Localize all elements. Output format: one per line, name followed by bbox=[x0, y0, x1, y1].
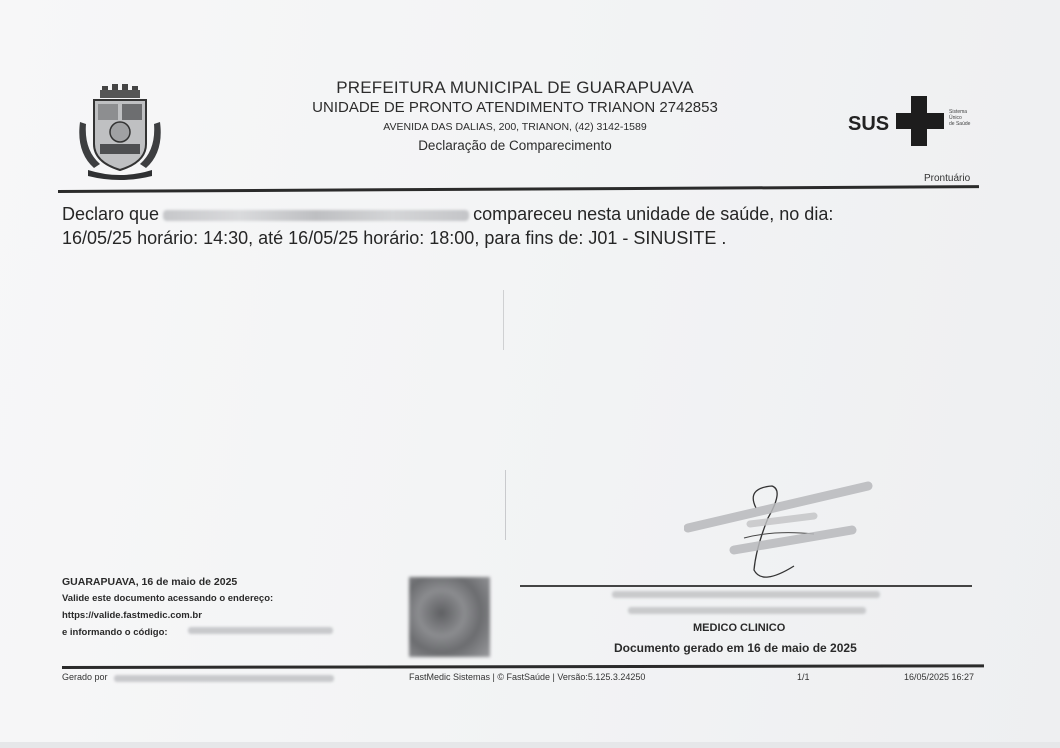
prontuario-label: Prontuário bbox=[924, 173, 971, 184]
document-generated-date: Documento gerado em 16 de maio de 2025 bbox=[614, 641, 857, 655]
paper-fold bbox=[505, 470, 506, 540]
signature-line bbox=[520, 585, 972, 587]
sus-subtitle: Sistema Único de Saúde bbox=[949, 109, 971, 127]
address-line: AVENIDA DAS DALIAS, 200, TRIANON, (42) 3142-1589 bbox=[383, 121, 647, 133]
footer-divider bbox=[62, 664, 984, 669]
paper-fold bbox=[503, 290, 504, 350]
document-type: Declaração de Comparecimento bbox=[418, 138, 612, 153]
generated-timestamp: 16/05/2025 16:27 bbox=[904, 672, 975, 682]
sus-logo-text: SUS bbox=[848, 113, 890, 135]
validation-code-label: e informando o código: bbox=[62, 627, 168, 638]
compareceu-text: compareceu nesta unidade de saúde, no dia: bbox=[473, 204, 834, 224]
declaro-text: Declaro que bbox=[62, 204, 160, 224]
sus-logo bbox=[848, 95, 983, 150]
coat-of-arms-icon bbox=[74, 82, 166, 182]
doctor-role: MEDICO CLINICO bbox=[693, 622, 786, 634]
redacted-patient-name bbox=[163, 210, 469, 221]
redacted-qr-code bbox=[409, 577, 490, 657]
redacted-doctor-name bbox=[612, 591, 880, 598]
redacted-validation-code bbox=[188, 627, 333, 634]
redacted-doctor-crm bbox=[628, 607, 866, 614]
header-divider bbox=[58, 185, 979, 193]
page-count: 1/1 bbox=[797, 672, 810, 682]
generated-by-label: Gerado por bbox=[62, 672, 108, 682]
redacted-generated-by bbox=[114, 675, 334, 682]
org-title: PREFEITURA MUNICIPAL DE GUARAPUAVA bbox=[336, 78, 694, 97]
declaration-line-2: 16/05/25 horário: 14:30, até 16/05/25 horário: 18:00, para fins de: J01 - SINUSITE . bbox=[62, 228, 727, 248]
validation-url: https://valide.fastmedic.com.br bbox=[62, 610, 202, 621]
validation-instruction: Valide este documento acessando o endereço: bbox=[62, 593, 274, 604]
unit-title: UNIDADE DE PRONTO ATENDIMENTO TRIANON 2742853 bbox=[312, 99, 718, 116]
city-date: GUARAPUAVA, 16 de maio de 2025 bbox=[62, 576, 238, 588]
declaration-line-1 bbox=[62, 204, 833, 225]
signature-scribble bbox=[684, 478, 884, 588]
system-version: FastMedic Sistemas | © FastSaúde | Versão:5.125.3.24250 bbox=[409, 672, 646, 682]
